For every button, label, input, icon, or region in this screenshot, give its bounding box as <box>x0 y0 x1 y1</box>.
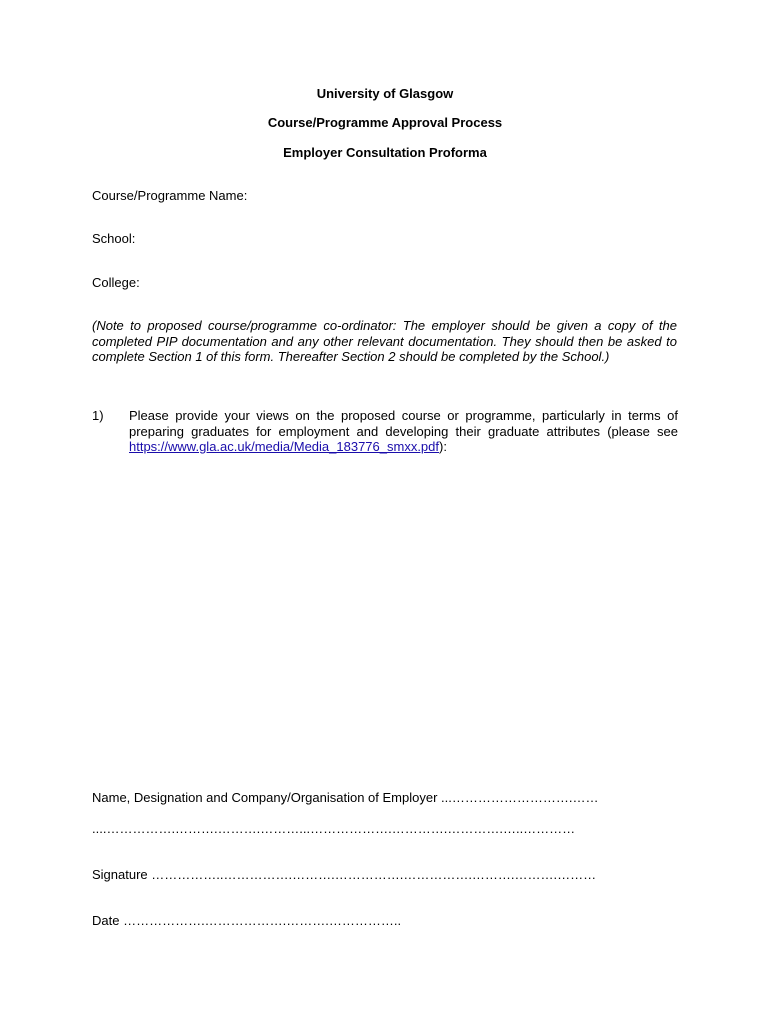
employer-details-line: Name, Designation and Company/Organisation of Employer ...……………………….…… <box>92 790 599 805</box>
employer-details-continuation: ....…………….……….……….………...……………….………….………….…..………… <box>92 821 576 836</box>
signature-line: Signature ……………..…………….……….…………….…………….……….……….……… <box>92 867 597 882</box>
institution-heading: University of Glasgow <box>316 86 454 101</box>
date-line: Date ……………….……………….……….…………….. <box>92 913 402 928</box>
school-label: School: <box>92 231 136 246</box>
coordinator-note: (Note to proposed course/programme co-ordinator: The employer should be given a copy of the completed PIP documentation and any other relevant documentation. They should then be asked to complete Section 1 of this form. Thereafter Section 2 should be completed by the School.) <box>92 318 677 364</box>
process-heading: Course/Programme Approval Process <box>267 115 503 130</box>
section-1-question <box>129 408 678 455</box>
section-1-number: 1) <box>92 408 104 423</box>
graduate-attributes-link[interactable]: https://www.gla.ac.uk/media/Media_183776_smxx.pdf <box>129 439 440 454</box>
course-name-label: Course/Programme Name: <box>92 188 248 203</box>
college-label: College: <box>92 275 140 290</box>
section-1-text-end: ): <box>439 439 447 454</box>
section-1-text: Please provide your views on the proposed course or programme, particularly in terms of preparing graduates for employment and developing their graduate attributes (please see <box>129 408 678 439</box>
form-title: Employer Consultation Proforma <box>283 145 487 160</box>
